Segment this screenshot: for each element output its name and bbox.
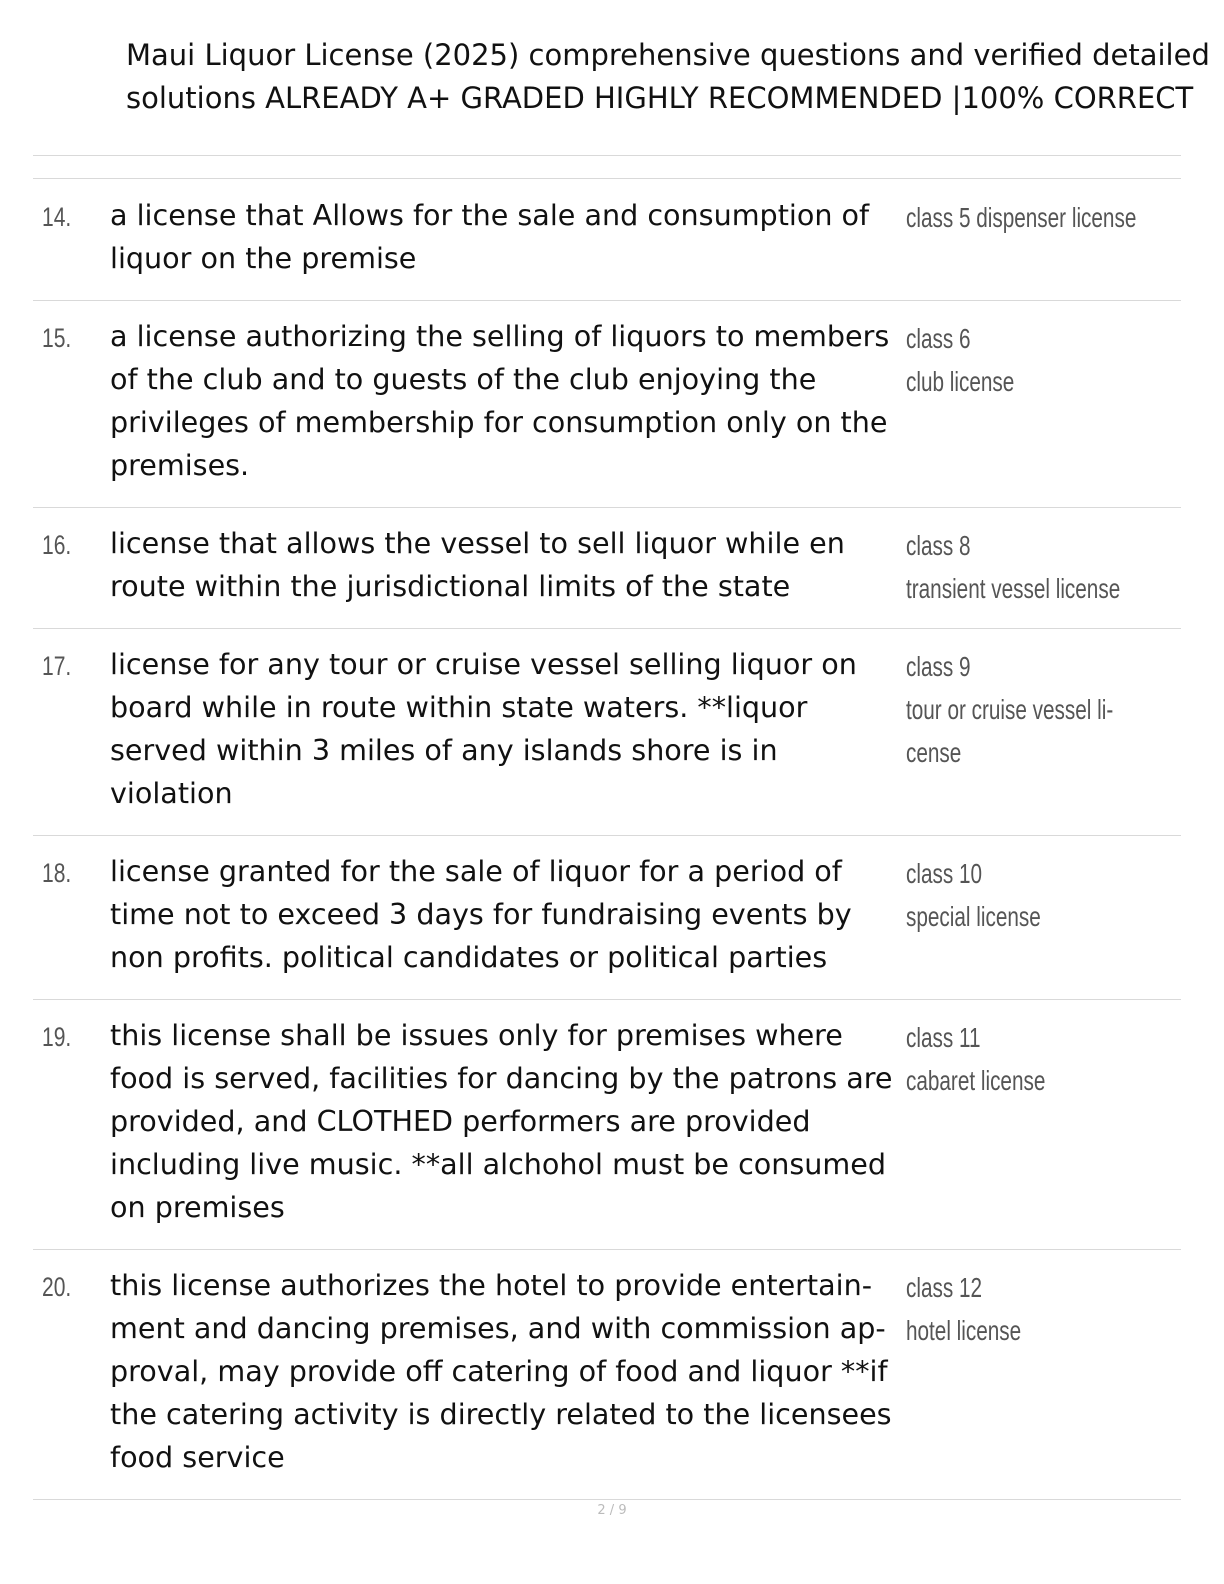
flashcard-row [33,180,1181,301]
flashcard-row [33,1250,1181,1500]
card-question: a license that Allows for the sale and consumption of liquor on the premise [110,198,870,275]
card-number: 19. [42,1022,72,1052]
card-number: 16. [42,530,72,560]
flashcard-row [33,629,1181,836]
card-answer-line: class 9 [906,651,971,682]
card-answer [906,1266,1176,1352]
card-question: a license authorizing the selling of liquors to members of the club and to guests of the club enjoying the privileges of membership for consumption only on the premises. [110,319,890,482]
flashcard-row [33,508,1181,629]
card-number: 14. [42,202,72,232]
card-answer-line: class 11 [906,1022,981,1053]
card-answer-line: class 10 [906,858,983,889]
card-answer-line: hotel license [906,1315,1022,1346]
card-answer-line: class 12 [906,1272,983,1303]
card-answer-line: class 5 dispenser license [906,202,1137,233]
document-title-line-2: solutions ALREADY A+ GRADED HIGHLY RECOMMENDED |100% CORRECT [126,81,1194,115]
card-answer [906,196,1176,239]
card-answer [906,524,1176,610]
document-header [126,34,1224,120]
card-answer [906,852,1176,938]
card-number: 17. [42,651,72,681]
card-question: license granted for the sale of liquor for a period of time not to exceed 3 days for fundraising events by non profits. political candidates or political parties [110,854,852,974]
page-number: 2 / 9 [597,1503,627,1518]
card-question: license that allows the vessel to sell liquor while en route within the jurisdictional limits of the state [110,526,845,603]
card-question: this license shall be issues only for premises where food is served, facilities for dancing by the patrons are provided, and CLOTHED performers are provided including live music. **all alchohol must be consumed on premises [110,1018,893,1224]
document-title-line-1: Maui Liquor License (2025) comprehensive questions and verified detailed [126,38,1210,72]
card-answer-line: class 6 [906,323,971,354]
card-answer [906,317,1176,403]
card-number: 18. [42,858,72,888]
flashcard-row [33,836,1181,1000]
card-answer [906,645,1176,774]
card-answer [906,1016,1176,1102]
card-answer-line: transient vessel license [906,573,1121,604]
header-divider [33,155,1181,156]
flashcard-row [33,1000,1181,1250]
card-question: license for any tour or cruise vessel selling liquor on board while in route within state waters. **liquor served within 3 miles of any islands shore is in violation [110,647,857,810]
card-answer-line: club license [906,366,1015,397]
card-answer-line: class 8 [906,530,971,561]
flashcard-list [33,180,1181,1500]
card-number: 15. [42,323,72,353]
card-number: 20. [42,1272,72,1302]
card-answer-line: cense [906,737,962,768]
card-answer-line: cabaret license [906,1065,1046,1096]
card-answer-line: tour or cruise vessel li- [906,694,1114,725]
card-answer-line: special license [906,901,1041,932]
card-question: this license authorizes the hotel to provide entertain- ment and dancing premises, and with commission ap- proval, may provide off catering of food and liquor **if the catering activity is directly related to the licensees food service [110,1268,892,1474]
flashcard-row [33,301,1181,508]
list-top-divider [33,178,1181,179]
